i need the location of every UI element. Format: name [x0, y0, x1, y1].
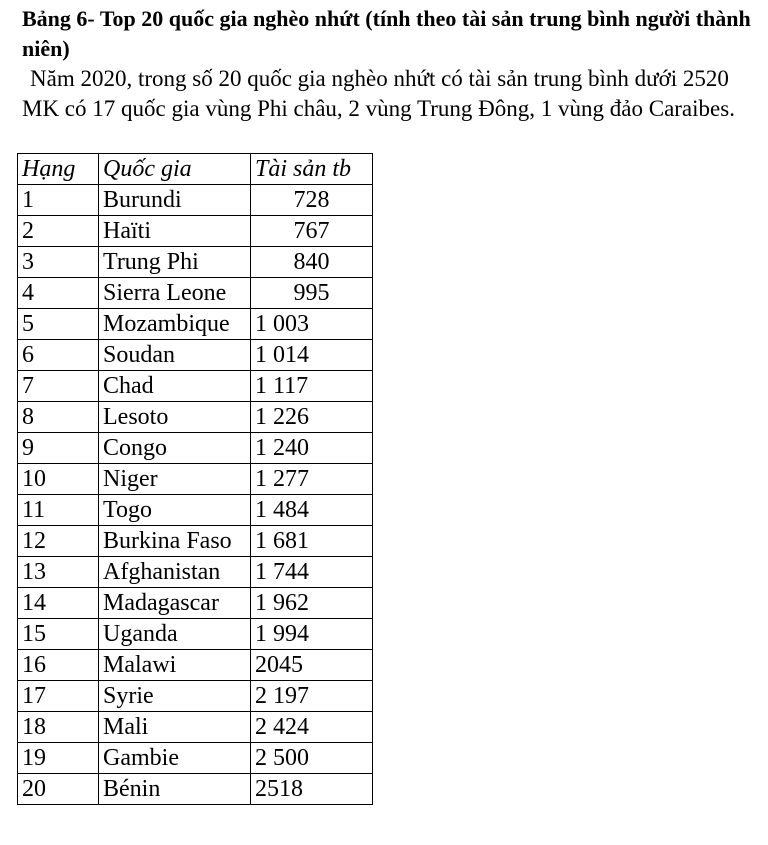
cell-country: Bénin	[99, 774, 251, 805]
cell-asset: 1 962	[251, 588, 373, 619]
header-country: Quốc gia	[99, 154, 251, 185]
table-row	[18, 526, 373, 557]
cell-asset: 2045	[251, 650, 373, 681]
table-body	[18, 185, 373, 805]
cell-country: Syrie	[99, 681, 251, 712]
cell-country: Chad	[99, 371, 251, 402]
cell-country: Afghanistan	[99, 557, 251, 588]
cell-asset: 1 226	[251, 402, 373, 433]
table-row	[18, 495, 373, 526]
cell-asset: 767	[251, 216, 373, 247]
cell-asset: 2 500	[251, 743, 373, 774]
cell-country: Mozambique	[99, 309, 251, 340]
table-row	[18, 278, 373, 309]
cell-country: Soudan	[99, 340, 251, 371]
cell-country: Trung Phi	[99, 247, 251, 278]
cell-asset: 840	[251, 247, 373, 278]
table-row	[18, 650, 373, 681]
table-row	[18, 743, 373, 774]
cell-rank: 20	[18, 774, 99, 805]
cell-asset: 1 003	[251, 309, 373, 340]
cell-country: Burundi	[99, 185, 251, 216]
table-row	[18, 557, 373, 588]
table-row	[18, 774, 373, 805]
cell-country: Lesoto	[99, 402, 251, 433]
cell-country: Congo	[99, 433, 251, 464]
cell-rank: 17	[18, 681, 99, 712]
cell-rank: 6	[18, 340, 99, 371]
cell-rank: 3	[18, 247, 99, 278]
cell-country: Haïti	[99, 216, 251, 247]
cell-asset: 1 277	[251, 464, 373, 495]
cell-rank: 7	[18, 371, 99, 402]
cell-country: Burkina Faso	[99, 526, 251, 557]
cell-rank: 5	[18, 309, 99, 340]
cell-country: Gambie	[99, 743, 251, 774]
table-row	[18, 681, 373, 712]
cell-asset: 1 994	[251, 619, 373, 650]
document-body	[22, 4, 762, 124]
table-row	[18, 588, 373, 619]
table-row	[18, 712, 373, 743]
table-row	[18, 309, 373, 340]
cell-rank: 14	[18, 588, 99, 619]
table-title: Bảng 6- Top 20 quốc gia nghèo nhứt (tính theo tài sản trung bình người thành niên)	[22, 6, 751, 61]
table-row	[18, 216, 373, 247]
header-rank: Hạng	[18, 154, 99, 185]
cell-country: Madagascar	[99, 588, 251, 619]
cell-asset: 1 744	[251, 557, 373, 588]
table-row	[18, 247, 373, 278]
cell-rank: 18	[18, 712, 99, 743]
table-row	[18, 340, 373, 371]
cell-rank: 11	[18, 495, 99, 526]
table-row	[18, 619, 373, 650]
cell-rank: 4	[18, 278, 99, 309]
cell-asset: 1 014	[251, 340, 373, 371]
table-header-row	[18, 154, 373, 185]
header-asset: Tài sản tb	[251, 154, 373, 185]
cell-rank: 9	[18, 433, 99, 464]
cell-country: Malawi	[99, 650, 251, 681]
cell-rank: 13	[18, 557, 99, 588]
cell-rank: 1	[18, 185, 99, 216]
poorest-countries-table	[17, 153, 373, 805]
cell-asset: 995	[251, 278, 373, 309]
cell-country: Sierra Leone	[99, 278, 251, 309]
cell-rank: 15	[18, 619, 99, 650]
cell-country: Mali	[99, 712, 251, 743]
cell-asset: 1 681	[251, 526, 373, 557]
cell-asset: 1 484	[251, 495, 373, 526]
cell-asset: 1 117	[251, 371, 373, 402]
table-row	[18, 402, 373, 433]
cell-rank: 12	[18, 526, 99, 557]
table-row	[18, 185, 373, 216]
cell-asset: 2 424	[251, 712, 373, 743]
cell-rank: 16	[18, 650, 99, 681]
cell-asset: 2 197	[251, 681, 373, 712]
cell-rank: 8	[18, 402, 99, 433]
cell-rank: 10	[18, 464, 99, 495]
table-row	[18, 433, 373, 464]
cell-asset: 728	[251, 185, 373, 216]
cell-asset: 1 240	[251, 433, 373, 464]
intro-paragraph: Năm 2020, trong số 20 quốc gia nghèo nhứt có tài sản trung bình dưới 2520 MK có 17 quốc gia vùng Phi châu, 2 vùng Trung Đông, 1 vùng đảo Caraibes.	[22, 66, 735, 121]
table-row	[18, 371, 373, 402]
cell-asset: 2518	[251, 774, 373, 805]
cell-country: Togo	[99, 495, 251, 526]
cell-country: Uganda	[99, 619, 251, 650]
cell-rank: 2	[18, 216, 99, 247]
table-row	[18, 464, 373, 495]
cell-rank: 19	[18, 743, 99, 774]
cell-country: Niger	[99, 464, 251, 495]
